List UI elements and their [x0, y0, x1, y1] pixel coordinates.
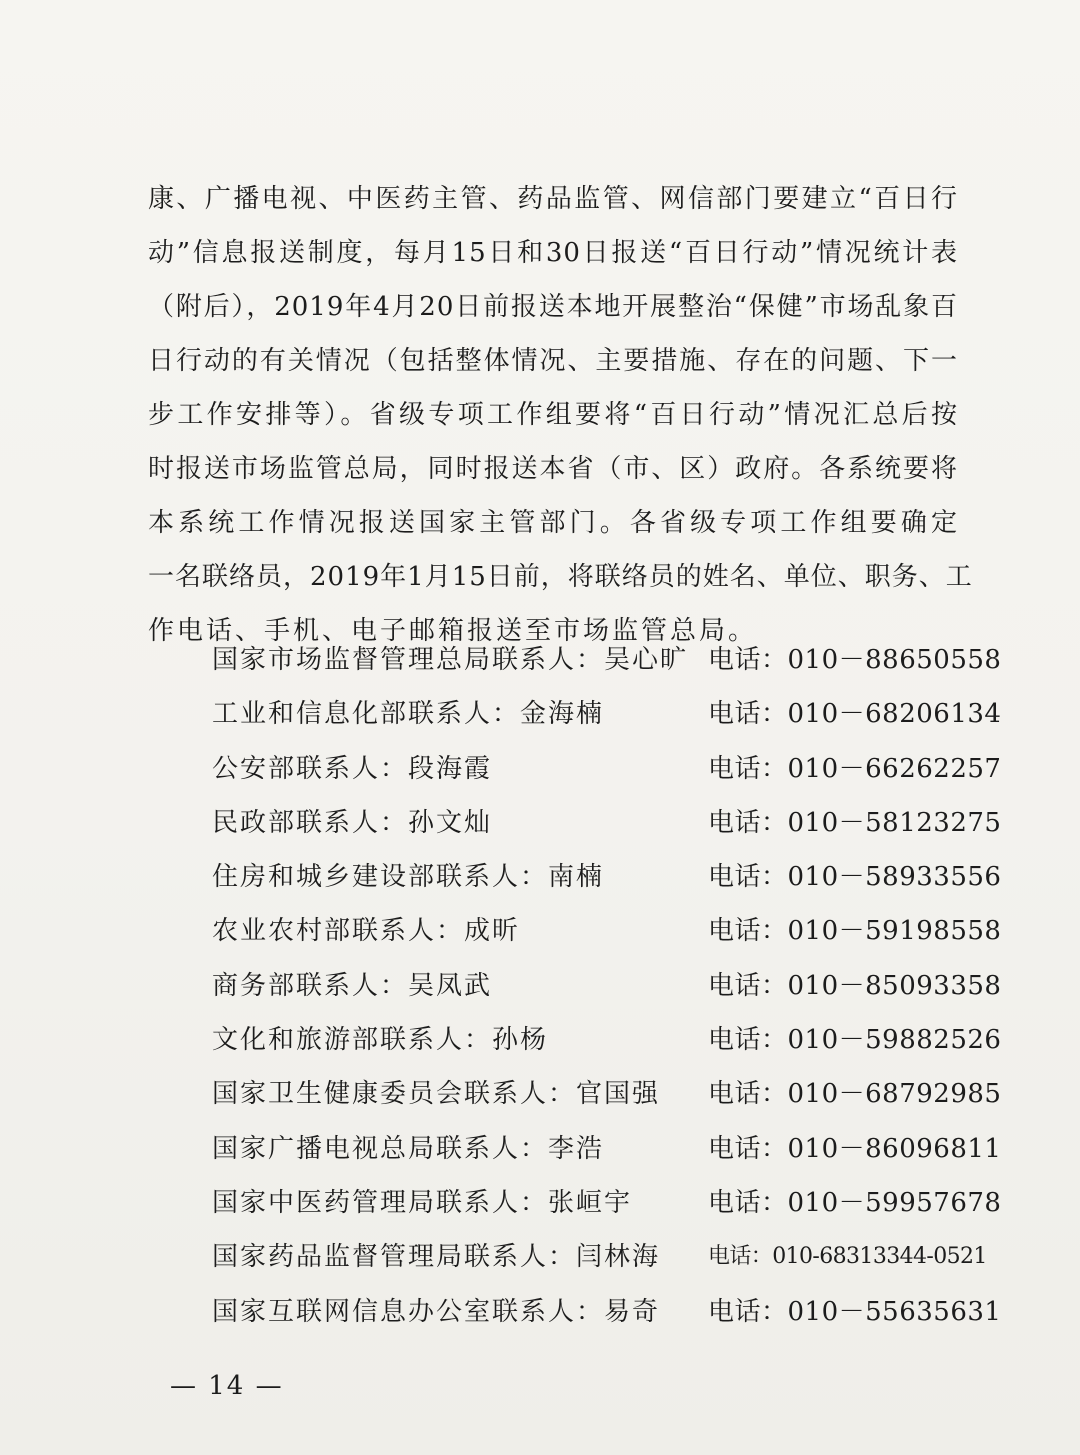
paragraph-line: 康、广播电视、中医药主管、药品监管、网信部门要建立“百日行: [148, 184, 958, 214]
contact-name: 商务部联系人：吴凤武: [212, 970, 493, 1001]
contact-name: 住房和城乡建设部联系人：南楠: [212, 862, 605, 893]
contact-row: [212, 796, 1002, 850]
contact-name: 国家广播电视总局联系人：李浩: [212, 1133, 605, 1164]
contact-row: [212, 1285, 1002, 1339]
contact-phone: 电话：010－59198558: [708, 916, 1002, 947]
contact-phone: 电话：010－88650558: [708, 645, 1002, 675]
contact-row: [212, 742, 1002, 796]
body-paragraph: [148, 172, 973, 658]
contact-phone: 电话：010－68206134: [708, 699, 1002, 730]
contact-list: [212, 633, 1002, 1339]
contact-name: 国家中医药管理局联系人：张峘宇: [212, 1187, 633, 1218]
contact-name: 文化和旅游部联系人：孙杨: [212, 1025, 549, 1056]
contact-name: 国家药品监督管理局联系人：闫林海: [212, 1242, 661, 1273]
contact-name: 国家互联网信息办公室联系人：易奇: [212, 1296, 661, 1327]
contact-phone: 电话：010－58123275: [708, 807, 1002, 838]
contact-phone: 电话：010－58933556: [708, 862, 1002, 893]
contact-name: 国家卫生健康委员会联系人：官国强: [212, 1079, 661, 1110]
paragraph-line: 日行动的有关情况（包括整体情况、主要措施、存在的问题、下一: [148, 346, 958, 376]
contact-row: [212, 633, 1002, 687]
contact-phone: 电话：010－68792985: [708, 1079, 1002, 1110]
contact-row: [212, 1013, 1002, 1067]
page-number: — 14 —: [170, 1371, 284, 1401]
contact-name: 工业和信息化部联系人：金海楠: [212, 699, 605, 730]
paragraph-line: 时报送市场监管总局，同时报送本省（市、区）政府。各系统要将: [148, 454, 958, 484]
contact-row: [212, 1230, 987, 1284]
contact-phone: 电话：010－55635631: [708, 1296, 1002, 1327]
contact-name: 公安部联系人：段海霞: [212, 753, 493, 784]
contact-row: [212, 959, 1002, 1013]
contact-phone: 电话：010－59957678: [708, 1187, 1002, 1218]
paragraph-line: 作电话、手机、电子邮箱报送至市场监管总局。: [148, 616, 758, 646]
contact-name: 民政部联系人：孙文灿: [212, 807, 493, 838]
contact-row: [212, 904, 1002, 958]
contact-phone: 电话：010－85093358: [708, 970, 1002, 1001]
contact-phone: 电话：010-68313344-0521: [708, 1244, 987, 1270]
paragraph-line: 动”信息报送制度，每月15日和30日报送“百日行动”情况统计表: [148, 238, 958, 268]
contact-row: [212, 687, 1002, 741]
contact-row: [212, 1176, 1002, 1230]
paragraph-line: 一名联络员，2019年1月15日前，将联络员的姓名、单位、职务、工: [148, 562, 973, 592]
paragraph-line: 本系统工作情况报送国家主管部门。各省级专项工作组要确定: [148, 508, 958, 538]
contact-phone: 电话：010－66262257: [708, 753, 1002, 784]
contact-row: [212, 1122, 1002, 1176]
contact-phone: 电话：010－59882526: [708, 1025, 1002, 1056]
contact-name: 国家市场监督管理总局联系人：吴心旷: [212, 645, 689, 675]
contact-name: 农业农村部联系人：成昕: [212, 916, 521, 947]
paragraph-line: （附后），2019年4月20日前报送本地开展整治“保健”市场乱象百: [148, 292, 958, 322]
paragraph-line: 步工作安排等）。省级专项工作组要将“百日行动”情况汇总后按: [148, 400, 958, 430]
contact-row: [212, 850, 1002, 904]
contact-phone: 电话：010－86096811: [708, 1133, 1002, 1164]
contact-row: [212, 1067, 1002, 1121]
